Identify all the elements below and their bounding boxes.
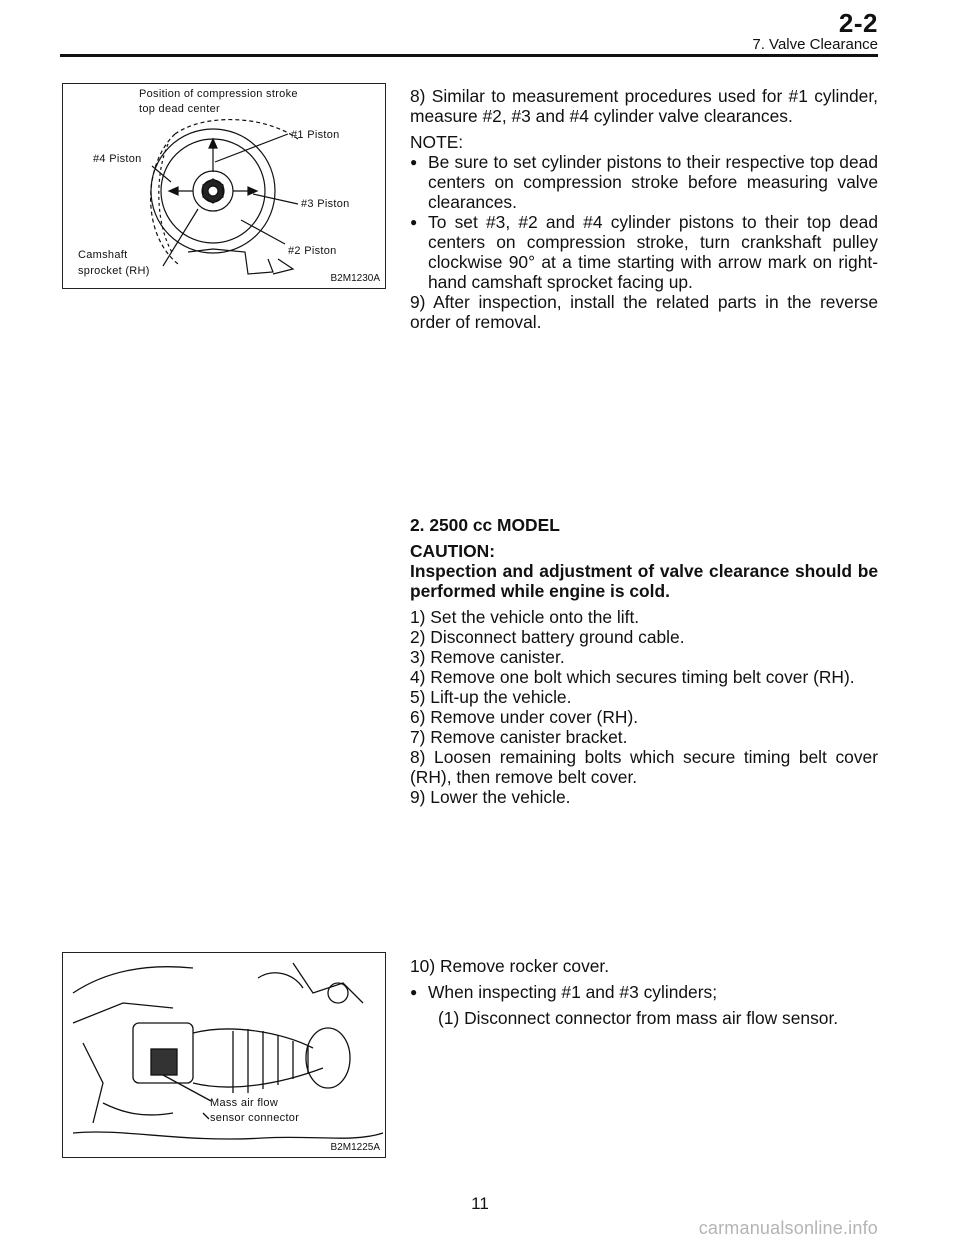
maf-connector-figure bbox=[62, 952, 386, 1158]
section-heading: 2. 2500 cc MODEL bbox=[410, 515, 560, 535]
procedure-step: 7) Remove canister bracket. bbox=[410, 727, 628, 747]
note-text: To set #3, #2 and #4 cylinder pistons to their top dead centers on compression stroke, turn crankshaft pulley clockwise 90° at a time starting with arrow mark on right-hand camshaft sprocket facing up. bbox=[428, 212, 878, 292]
section-title: 7. Valve Clearance bbox=[752, 36, 878, 53]
callout-position: Position of compression stroke bbox=[139, 88, 298, 100]
procedure-step: 5) Lift-up the vehicle. bbox=[410, 687, 572, 707]
step-9: 9) After inspection, install the related parts in the reverse order of removal. bbox=[410, 292, 878, 332]
note-title: NOTE: bbox=[410, 132, 464, 152]
procedure-step: 1) Set the vehicle onto the lift. bbox=[410, 607, 640, 627]
bullet-text: When inspecting #1 and #3 cylinders; bbox=[428, 982, 718, 1002]
callout-camshaft: Camshaft bbox=[78, 249, 128, 261]
bullet-icon: ● bbox=[410, 985, 418, 999]
text-block-rocker-cover bbox=[410, 956, 878, 1028]
callout-piston-4: #4 Piston bbox=[93, 153, 142, 165]
note-text: Be sure to set cylinder pistons to their respective top dead centers on compression stroke before measuring valve clearances. bbox=[428, 152, 878, 212]
callout-piston-1: #1 Piston bbox=[291, 129, 340, 141]
step-8: 8) Similar to measurement procedures used for #1 cylinder, measure #2, #3 and #4 cylinder valve clearances. bbox=[410, 86, 878, 126]
section-code: 2-2 bbox=[838, 8, 878, 38]
note-item bbox=[410, 212, 878, 292]
callout-maf-2: sensor connector bbox=[210, 1112, 300, 1124]
page-number: 11 bbox=[471, 1194, 489, 1213]
engine-bay-drawing bbox=[63, 953, 385, 1157]
procedure-step: 4) Remove one bolt which secures timing belt cover (RH). bbox=[410, 667, 855, 687]
bullet-icon: ● bbox=[410, 215, 418, 229]
figure-code: B2M1230A bbox=[330, 273, 380, 284]
caution-title: CAUTION: bbox=[410, 541, 496, 561]
bullet-item bbox=[410, 982, 878, 1002]
header-rule bbox=[60, 54, 878, 57]
procedure-step: 2) Disconnect battery ground cable. bbox=[410, 627, 685, 647]
callout-maf: Mass air flow bbox=[210, 1097, 279, 1109]
procedure-step: 6) Remove under cover (RH). bbox=[410, 707, 639, 727]
callout-position-2: top dead center bbox=[139, 103, 220, 115]
procedure-step: 9) Lower the vehicle. bbox=[410, 787, 571, 807]
note-item bbox=[410, 152, 878, 212]
bullet-icon: ● bbox=[410, 155, 418, 169]
callout-camshaft-2: sprocket (RH) bbox=[78, 265, 150, 277]
watermark: carmanualsonline.info bbox=[698, 1218, 878, 1238]
procedure-step: 8) Loosen remaining bolts which secure timing belt cover (RH), then remove belt cover. bbox=[410, 747, 878, 787]
text-block-measurement bbox=[410, 86, 878, 332]
procedure-step: 3) Remove canister. bbox=[410, 647, 565, 667]
step-10: 10) Remove rocker cover. bbox=[410, 956, 610, 976]
sub-step: (1) Disconnect connector from mass air flow sensor. bbox=[438, 1008, 839, 1028]
camshaft-sprocket-figure bbox=[62, 83, 386, 289]
figure-code: B2M1225A bbox=[330, 1142, 380, 1153]
callout-piston-3: #3 Piston bbox=[301, 198, 350, 210]
text-block-2500cc bbox=[410, 515, 878, 807]
caution-text: Inspection and adjustment of valve clearance should be performed while engine is cold. bbox=[410, 561, 878, 601]
callout-piston-2: #2 Piston bbox=[288, 245, 337, 257]
